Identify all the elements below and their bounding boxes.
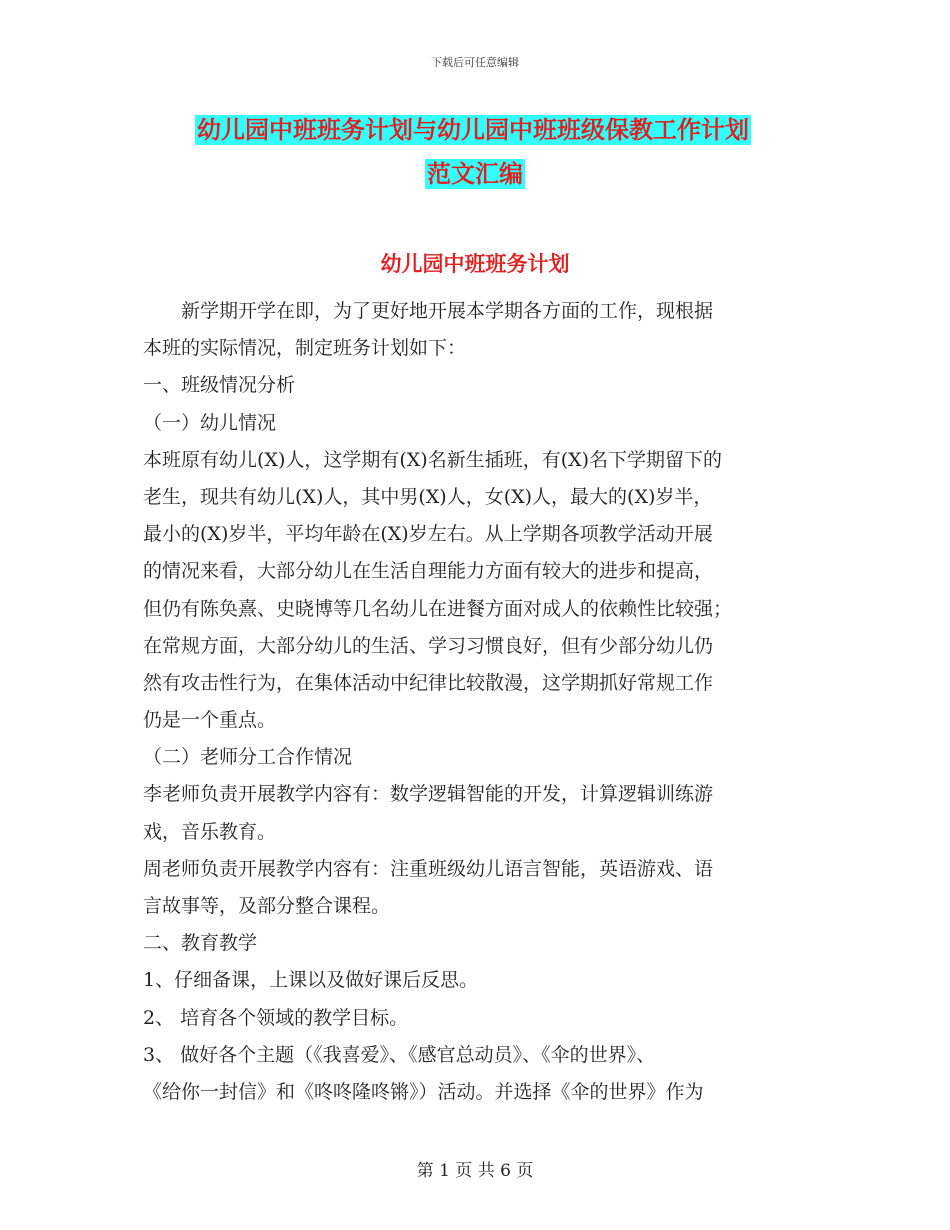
document-title-line-2 bbox=[140, 158, 810, 190]
page-number-footer: 第 1 页 共 6 页 bbox=[416, 1161, 534, 1181]
heading-line: 一、班级情况分析 bbox=[143, 374, 296, 397]
paragraph-line: 本班的实际情况，制定班务计划如下： bbox=[143, 337, 467, 360]
subheading-line: （一）幼儿情况 bbox=[143, 411, 277, 434]
paragraph-line: 但仍有陈奂熹、史晓博等几名幼儿在进餐方面对成人的依赖性比较强； bbox=[143, 597, 733, 620]
paragraph-line: 仍是一个重点。 bbox=[143, 709, 277, 732]
document-title-line-1 bbox=[195, 114, 805, 146]
list-item: 《给你一封信》和《咚咚隆咚锵》）活动。并选择《伞的世界》作为 bbox=[143, 1080, 704, 1103]
section-title: 幼儿园中班班务计划 bbox=[380, 252, 570, 276]
paragraph-line: 在常规方面，大部分幼儿的生活、学习习惯良好，但有少部分幼儿仍 bbox=[143, 634, 714, 657]
document-title-text-1: 幼儿园中班班务计划与幼儿园中班班级保教工作计划 bbox=[197, 116, 749, 144]
paragraph-line: 的情况来看，大部分幼儿在生活自理能力方面有较大的进步和提高， bbox=[143, 560, 714, 583]
paragraph-line: 周老师负责开展教学内容有：注重班级幼儿语言智能，英语游戏、语 bbox=[143, 857, 714, 880]
paragraph-line: 最小的(X)岁半，平均年龄在(X)岁左右。从上学期各项教学活动开展 bbox=[143, 523, 713, 546]
paragraph-line: 老生，现共有幼儿(X)人，其中男(X)人，女(X)人，最大的(X)岁半， bbox=[143, 485, 713, 508]
paragraph-line: 李老师负责开展教学内容有：数学逻辑智能的开发，计算逻辑训练游 bbox=[143, 783, 714, 806]
heading-line: 二、教育教学 bbox=[143, 932, 258, 955]
subheading-line: （二）老师分工合作情况 bbox=[143, 746, 353, 769]
body-text bbox=[143, 293, 808, 1111]
list-item: 3、 做好各个主题（《我喜爱》、《感官总动员》、《伞的世界》、 bbox=[143, 1043, 656, 1066]
list-item: 2、 培育各个领域的教学目标。 bbox=[143, 1006, 409, 1029]
paragraph-line: 然有攻击性行为，在集体活动中纪律比较散漫，这学期抓好常规工作 bbox=[143, 671, 714, 694]
paragraph-line: 言故事等，及部分整合课程。 bbox=[143, 895, 391, 917]
header-note: 下载后可任意编辑 bbox=[431, 56, 519, 69]
list-item: 1、仔细备课，上课以及做好课后反思。 bbox=[143, 969, 479, 992]
paragraph-line: 戏，音乐教育。 bbox=[143, 820, 277, 843]
paragraph-line: 本班原有幼儿(X)人，这学期有(X)名新生插班，有(X)名下学期留下的 bbox=[143, 448, 723, 471]
document-title-text-2: 范文汇编 bbox=[427, 160, 523, 188]
paragraph-line: 新学期开学在即，为了更好地开展本学期各方面的工作，现根据 bbox=[181, 300, 714, 322]
